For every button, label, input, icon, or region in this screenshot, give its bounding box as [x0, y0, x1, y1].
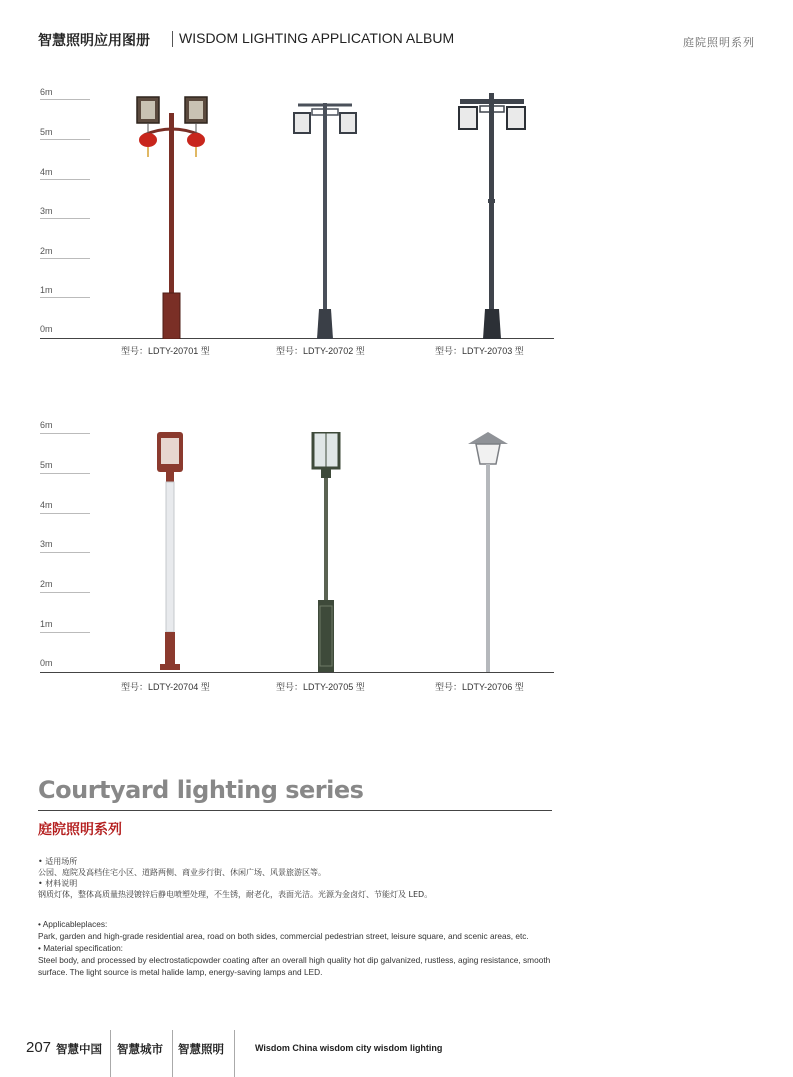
ground-line	[40, 672, 554, 673]
lamp-ldty-20704-image	[150, 432, 190, 672]
scale-line	[40, 179, 90, 180]
scale-label: 3m	[40, 539, 53, 549]
lamp-row-2	[40, 420, 554, 692]
section-title-cn: 庭院照明系列	[38, 822, 122, 838]
footer-cn-1: 智慧中国	[56, 1042, 102, 1056]
footer-cn-3: 智慧照明	[178, 1042, 224, 1056]
footer-divider	[172, 1030, 173, 1077]
model-label: 型号：LDTY-20703 型	[435, 346, 524, 356]
page-number: 207	[26, 1039, 52, 1056]
scale-line	[40, 139, 90, 140]
applicable-heading-cn: • 适用场所	[38, 857, 78, 866]
lamp-ldty-20706-image	[466, 432, 510, 672]
scale-line	[40, 433, 90, 434]
scale-line	[40, 473, 90, 474]
scale-label: 3m	[40, 206, 53, 216]
model-label: 型号：LDTY-20702 型	[276, 346, 365, 356]
scale-label: 5m	[40, 460, 53, 470]
scale-label: 6m	[40, 87, 53, 97]
lamp-ldty-20701-image	[132, 93, 212, 339]
scale-label: 1m	[40, 619, 53, 629]
header-section-label: 庭院照明系列	[683, 36, 755, 49]
section-title-rule	[38, 810, 552, 811]
material-text-en: Steel body, and processed by electrostaticpowder coating after an overall high quality hot dip galvanized, rustless, aging resistance, smooth surface. The light source is metal halide lamp, energy-saving lamps and LED.	[38, 955, 551, 977]
scale-label: 1m	[40, 285, 53, 295]
scale-label: 4m	[40, 500, 53, 510]
lamp-row-1	[40, 85, 554, 356]
material-heading-en: • Material specification:	[38, 943, 123, 953]
material-heading-cn: • 材料说明	[38, 879, 78, 888]
footer-divider	[234, 1030, 235, 1077]
scale-line	[40, 592, 90, 593]
header-title-en: WISDOM LIGHTING APPLICATION ALBUM	[179, 30, 455, 46]
scale-line	[40, 99, 90, 100]
model-label: 型号：LDTY-20705 型	[276, 682, 365, 692]
scale-line	[40, 513, 90, 514]
model-label: 型号：LDTY-20701 型	[121, 346, 210, 356]
header-title-cn: 智慧照明应用图册	[38, 33, 150, 49]
scale-line	[40, 297, 90, 298]
scale-line	[40, 552, 90, 553]
applicable-text-cn: 公园、庭院及高档住宅小区、道路两侧、商业步行街、休闲广场、风景旅游区等。	[38, 868, 326, 877]
scale-label: 5m	[40, 127, 53, 137]
model-label: 型号：LDTY-20706 型	[435, 682, 524, 692]
scale-label: 2m	[40, 246, 53, 256]
model-label: 型号：LDTY-20704 型	[121, 682, 210, 692]
footer-cn-2: 智慧城市	[117, 1042, 163, 1056]
scale-label: 0m	[40, 324, 53, 334]
scale-label: 6m	[40, 420, 53, 430]
scale-line	[40, 218, 90, 219]
section-title-en: Courtyard lighting series	[38, 776, 364, 804]
footer-divider	[110, 1030, 111, 1077]
footer	[0, 1030, 793, 1077]
scale-line	[40, 632, 90, 633]
footer-slogan-en: Wisdom China wisdom city wisdom lighting	[255, 1043, 443, 1053]
applicable-text-en: Park, garden and high-grade residential area, road on both sides, commercial pedestrian street, leisure square, and scenic areas, etc.	[38, 931, 529, 941]
lamp-ldty-20702-image	[290, 95, 360, 339]
header-divider	[172, 31, 173, 47]
scale-label: 2m	[40, 579, 53, 589]
applicable-heading-en: • Applicableplaces:	[38, 919, 108, 929]
lamp-ldty-20705-image	[306, 432, 346, 672]
material-text-cn: 钢质灯体，整体高质量热浸镀锌后静电喷塑处理，不生锈，耐老化，表面光洁。光源为金卤灯、节能灯及 LED。	[38, 890, 433, 899]
scale-label: 0m	[40, 658, 53, 668]
scale-label: 4m	[40, 167, 53, 177]
lamp-ldty-20703-image	[454, 89, 530, 339]
description-en	[38, 918, 556, 978]
scale-line	[40, 258, 90, 259]
description-cn	[38, 856, 558, 900]
